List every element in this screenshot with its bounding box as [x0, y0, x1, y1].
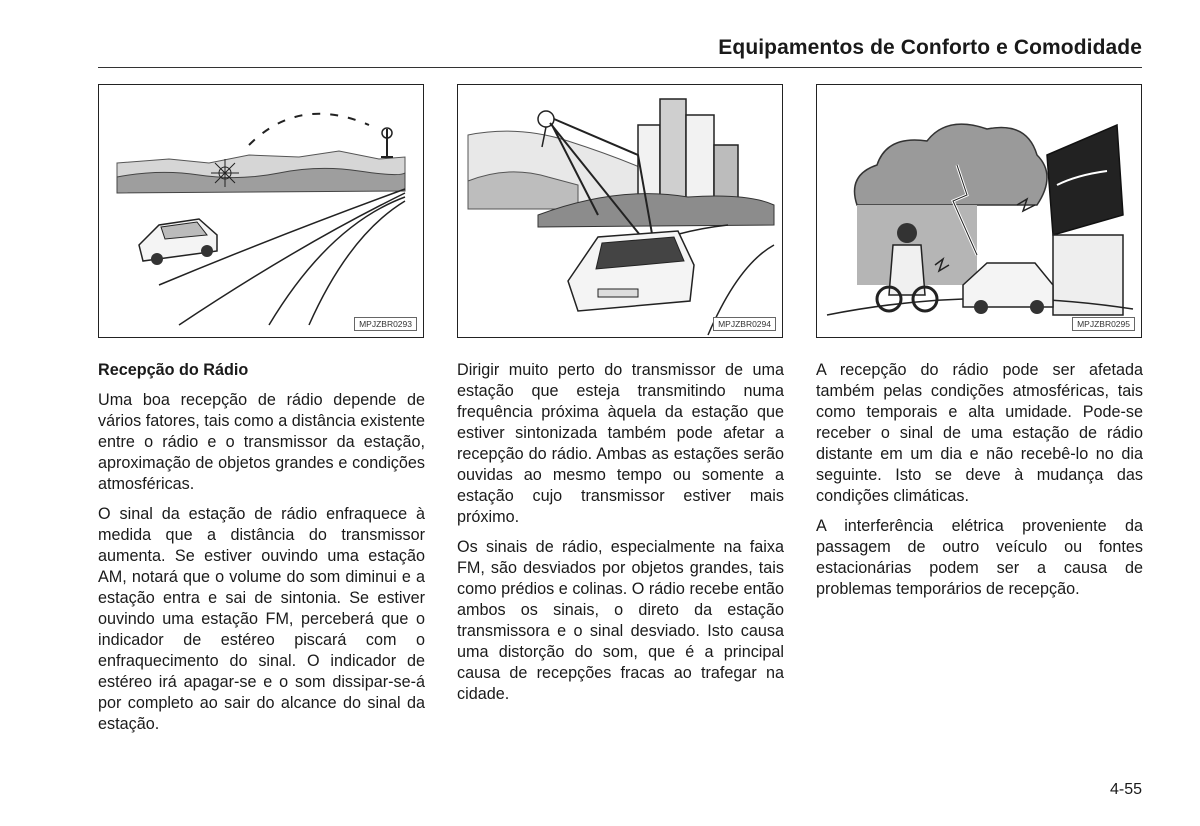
page-header-title: Equipamentos de Conforto e Comodidade [718, 36, 1142, 59]
distance-scene-drawing [99, 85, 424, 338]
figure-weather-illustration [816, 84, 1142, 338]
figure-code: MPJZBR0295 [1072, 317, 1135, 331]
header-divider [98, 67, 1142, 68]
weather-scene-drawing [817, 85, 1142, 338]
signal-burst-icon [211, 159, 239, 187]
figure-city-illustration [457, 84, 783, 338]
page-number: 4-55 [1109, 781, 1142, 798]
text-column-3 [816, 360, 1143, 609]
figure-code: MPJZBR0293 [354, 317, 417, 331]
figure-distance-illustration [98, 84, 424, 338]
paragraph: Os sinais de rádio, especialmente na faixa FM, são desviados por objetos grandes, tais como prédios e colinas. O rádio recebe então ambos os sinais, o direto da estação transmissora e o sinal desviado. Isto causa uma distorção do som, que é a principal causa de recepções fracas ao trafegar na cidade. [457, 538, 784, 703]
figure-code: MPJZBR0294 [713, 317, 776, 331]
paragraph: O sinal da estação de rádio enfraquece à medida que a distância do transmissor aumenta. Se estiver ouvindo uma estação AM, notará que o volume do som diminui e a estação entra e sai de sintonia. Se estiver ouvindo uma estação FM, perceberá que o indicador de estéreo piscará com o enfraquecimento do sinal. O indicador de estéreo irá apagar-se e o som dissipar-se-á por completo ao sair do alcance do sinal da estação. [98, 505, 425, 733]
section-heading: Recepção do Rádio [98, 361, 249, 379]
paragraph: A recepção do rádio pode ser afetada também pelas condições atmosféricas, tais como temporais e alta umidade. Pode-se receber o sinal de uma estação de rádio distante em um dia e não recebê-lo no dia seguinte. Isto se deve à mudança das condições climáticas. [816, 361, 1143, 505]
text-column-1 [98, 360, 425, 744]
city-scene-drawing [458, 85, 783, 338]
paragraph: Dirigir muito perto do transmissor de uma estação que esteja transmitindo numa frequência próxima àquela da estação que estiver sintonizada também pode afetar a recepção do rádio. Ambas as estações serão ouvidas ao mesmo tempo ou somente a estação cujo transmissor estiver mais próximo. [457, 361, 784, 526]
text-column-2 [457, 360, 784, 714]
paragraph: Uma boa recepção de rádio depende de vários fatores, tais como a distância existente entre o rádio e o transmissor da estação, aproximação de objetos grandes e condições atmosféricas. [98, 391, 425, 493]
paragraph: A interferência elétrica proveniente da passagem de outro veículo ou fontes estacionárias podem ser a causa de problemas temporários de recepção. [816, 517, 1143, 598]
